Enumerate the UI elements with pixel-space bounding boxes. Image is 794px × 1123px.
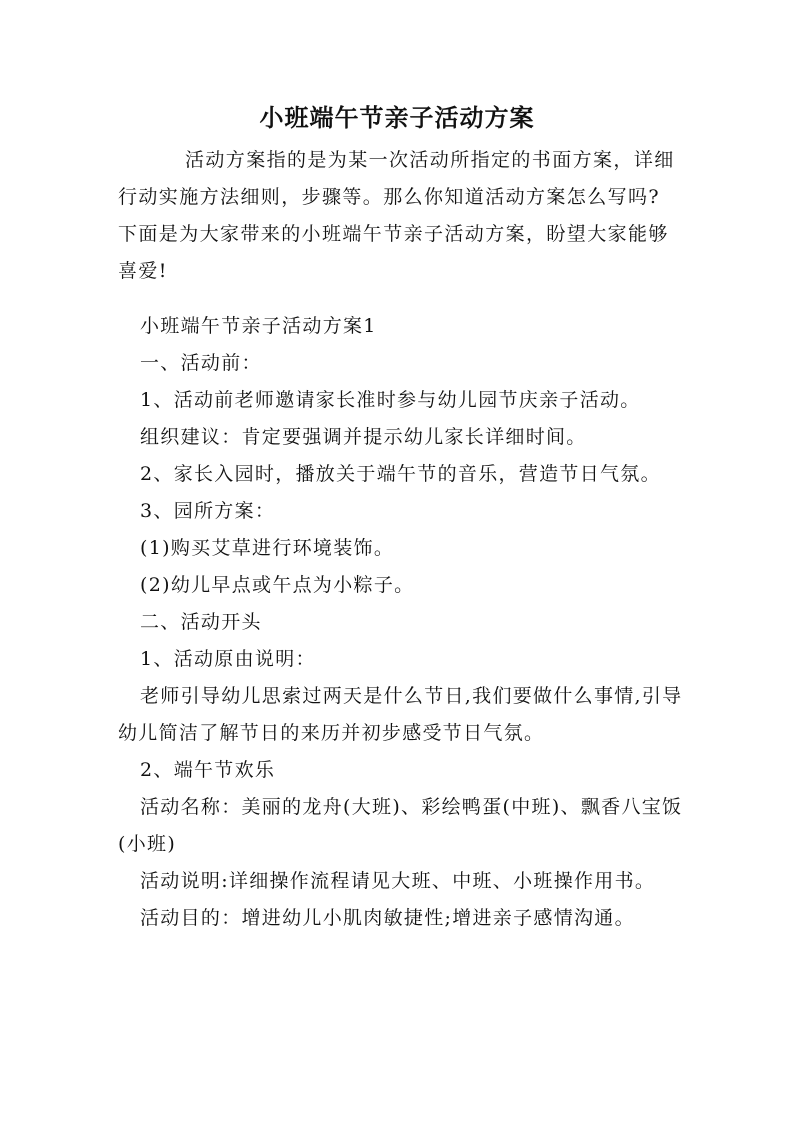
section-heading: 小班端午节亲子活动方案1 bbox=[140, 315, 377, 337]
body-line: 2、家长入园时，播放关于端午节的音乐，营造节日气氛。 bbox=[140, 463, 661, 485]
body-line: 1、活动前老师邀请家长准时参与幼儿园节庆亲子活动。 bbox=[140, 389, 641, 411]
body-line: 2、端午节欢乐 bbox=[140, 759, 276, 781]
body-line: (2)幼儿早点或午点为小粽子。 bbox=[140, 574, 415, 596]
body-paragraph: 活动名称：美丽的龙舟(大班)、彩绘鸭蛋(中班)、飘香八宝饭(小班) bbox=[118, 796, 683, 855]
document-title: 小班端午节亲子活动方案 bbox=[259, 104, 535, 132]
body-line: (1)购买艾草进行环境装饰。 bbox=[140, 537, 395, 559]
intro-paragraph: 活动方案指的是为某一次活动所指定的书面方案，详细行动实施方法细则，步骤等。那么你知道活动方案怎么写吗?下面是为大家带来的小班端午节亲子活动方案，盼望大家能够喜爱! bbox=[118, 149, 675, 282]
body-line: 活动目的：增进幼儿小肌肉敏捷性;增进亲子感情沟通。 bbox=[140, 907, 635, 929]
subsection-heading: 一、活动前： bbox=[140, 352, 262, 374]
body-paragraph: 老师引导幼儿思索过两天是什么节日,我们要做什么事情,引导幼儿简洁了解节日的来历并初步感受节日气氛。 bbox=[118, 685, 683, 744]
subsection-heading: 二、活动开头 bbox=[140, 611, 262, 633]
body-line: 组织建议：肯定要强调并提示幼儿家长详细时间。 bbox=[140, 426, 587, 448]
body-line: 活动说明:详细操作流程请见大班、中班、小班操作用书。 bbox=[140, 870, 656, 892]
body-line: 1、活动原由说明： bbox=[140, 648, 316, 670]
document-body bbox=[118, 308, 688, 937]
body-line: 3、园所方案： bbox=[140, 500, 276, 522]
